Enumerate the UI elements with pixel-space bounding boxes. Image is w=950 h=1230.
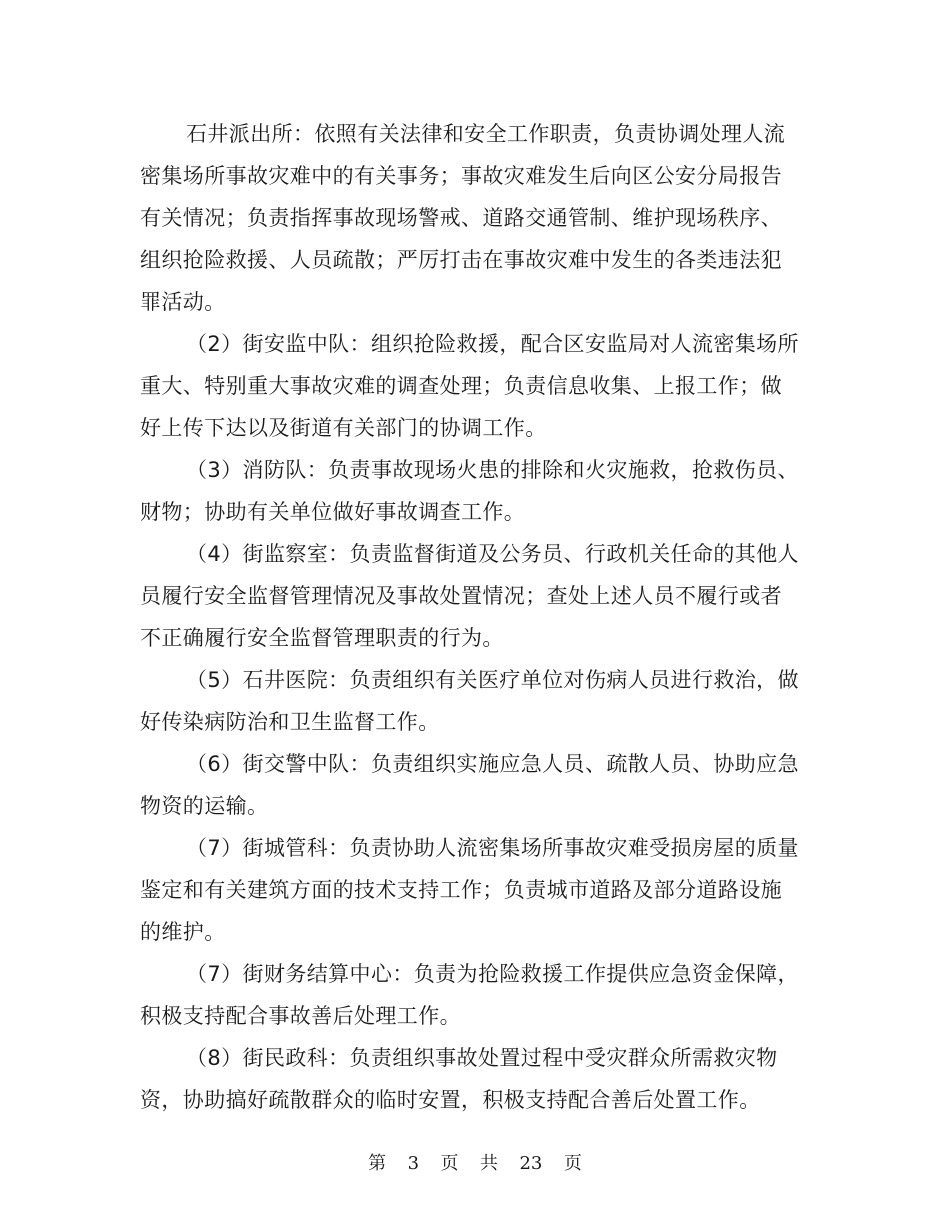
paragraph-line: 积极支持配合事故善后处理工作。 xyxy=(140,1004,461,1028)
paragraph-line: 罪活动。 xyxy=(140,290,226,314)
current-page-number: 3 xyxy=(407,1153,420,1174)
paragraph-line: 好传染病防治和卫生监督工作。 xyxy=(140,710,440,734)
paragraph-line: （6）街交警中队：负责组织实施应急人员、疏散人员、协助应急 xyxy=(186,752,799,776)
paragraph-line: （5）石井医院：负责组织有关医疗单位对伤病人员进行救治，做 xyxy=(186,668,799,692)
paragraph-line: 鉴定和有关建筑方面的技术支持工作；负责城市道路及部分道路设施 xyxy=(140,878,782,902)
paragraph-line: 组织抢险救援、人员疏散；严厉打击在事故灾难中发生的各类违法犯 xyxy=(140,248,782,272)
footer-page-unit: 页 xyxy=(440,1153,459,1174)
document-body xyxy=(140,113,799,1121)
paragraph-line: （7）街城管科：负责协助人流密集场所事故灾难受损房屋的质量 xyxy=(186,836,799,860)
paragraph-line: （4）街监察室：负责监督街道及公务员、行政机关任命的其他人 xyxy=(186,542,799,566)
paragraph-line: 资，协助搞好疏散群众的临时安置，积极支持配合善后处置工作。 xyxy=(140,1088,761,1112)
footer-total-unit: 页 xyxy=(563,1153,582,1174)
paragraph-line: 的维护。 xyxy=(140,920,226,944)
paragraph-line: 财物；协助有关单位做好事故调查工作。 xyxy=(140,500,526,524)
paragraph-line: 有关情况；负责指挥事故现场警戒、道路交通管制、维护现场秩序、 xyxy=(140,206,782,230)
paragraph-line: 好上传下达以及街道有关部门的协调工作。 xyxy=(140,416,547,440)
paragraph-line: 重大、特别重大事故灾难的调查处理；负责信息收集、上报工作；做 xyxy=(140,374,782,398)
paragraph-line: 石井派出所：依照有关法律和安全工作职责，负责协调处理人流 xyxy=(186,122,786,146)
page-footer xyxy=(0,1150,950,1178)
total-pages-number: 23 xyxy=(519,1153,543,1174)
paragraph-line: （7）街财务结算中心：负责为抢险救援工作提供应急资金保障， xyxy=(186,962,799,986)
paragraph-line: 物资的运输。 xyxy=(140,794,269,818)
footer-total-label: 共 xyxy=(480,1153,498,1174)
paragraph-line: （2）街安监中队：组织抢险救援，配合区安监局对人流密集场所 xyxy=(186,332,799,356)
paragraph-line: 不正确履行安全监督管理职责的行为。 xyxy=(140,626,504,650)
paragraph-line: （3）消防队：负责事故现场火患的排除和火灾施救，抢救伤员、 xyxy=(186,458,799,482)
paragraph-line: （8）街民政科：负责组织事故处置过程中受灾群众所需救灾物 xyxy=(186,1046,778,1070)
footer-prefix: 第 xyxy=(368,1153,387,1174)
paragraph-line: 密集场所事故灾难中的有关事务；事故灾难发生后向区公安分局报告 xyxy=(140,164,782,188)
paragraph-line: 员履行安全监督管理情况及事故处置情况；查处上述人员不履行或者 xyxy=(140,584,782,608)
